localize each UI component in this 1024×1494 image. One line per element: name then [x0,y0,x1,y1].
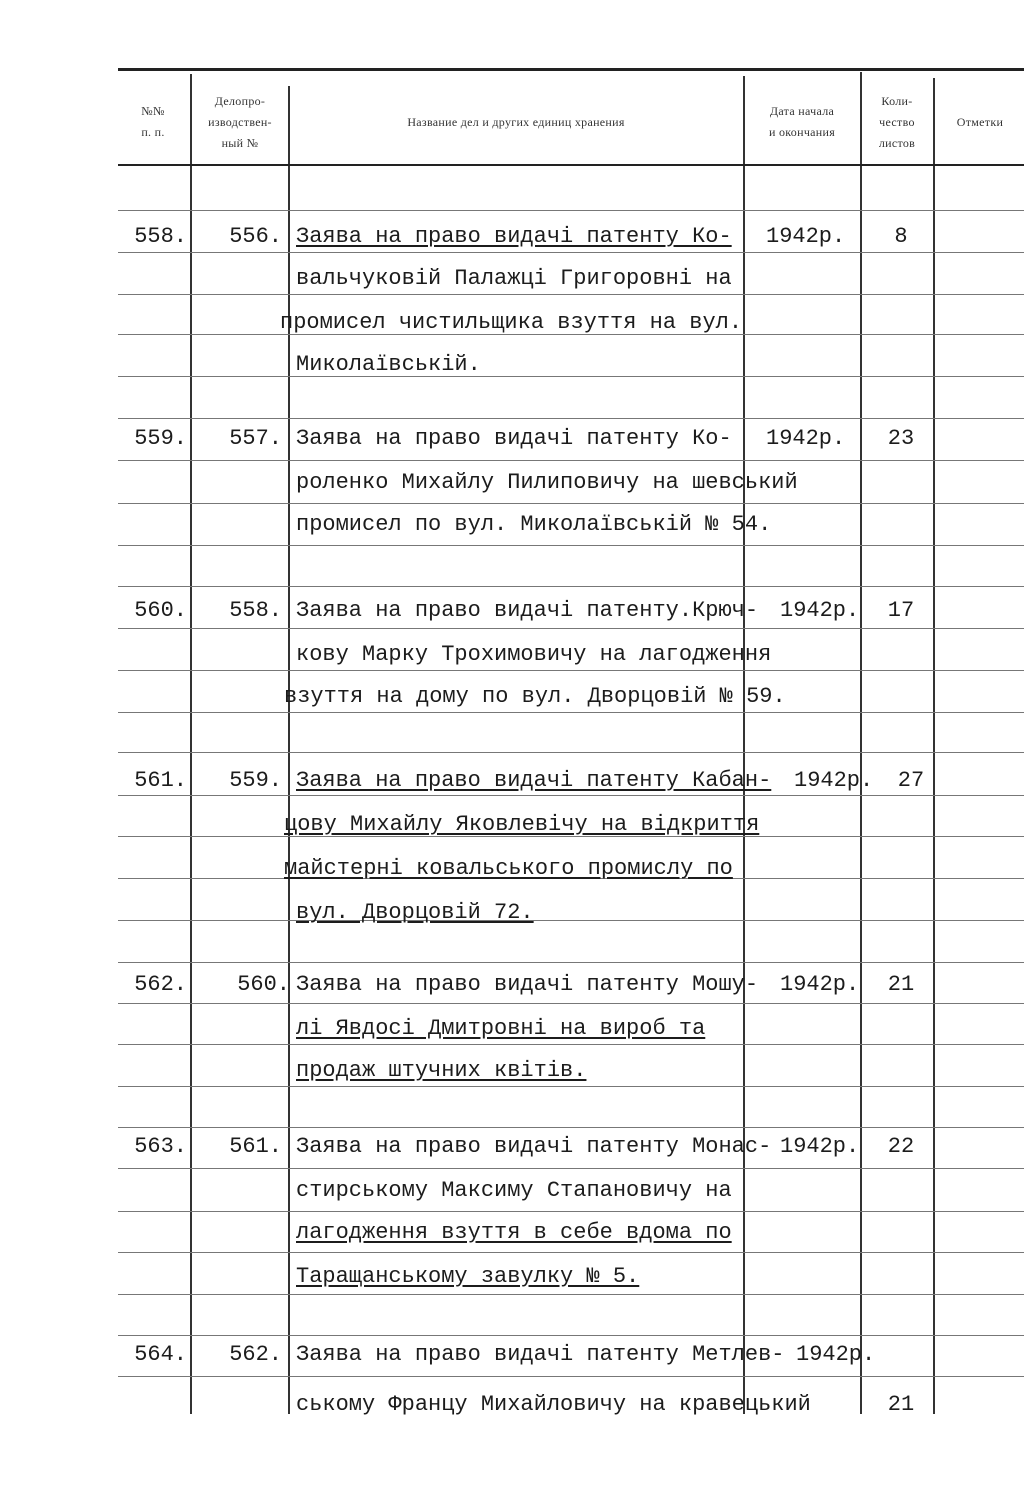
column-rule [743,76,745,1414]
entry-title-line: Заява на право видачі патенту Монас- [296,1134,772,1159]
header-bottom-rule [118,164,1024,166]
row-rule [118,210,1024,211]
entry-sheet-count: 17 [887,598,915,623]
entry-title-line: Заява на право видачі патенту Кабан- [296,768,772,793]
row-rule [118,1168,1024,1169]
row-rule [118,1335,1024,1336]
row-rule [118,920,1024,921]
entry-number: 561. [134,768,187,793]
entry-date: 1942р. [780,598,860,623]
row-rule [118,545,1024,546]
entry-title-line: Заява на право видачі патенту Метлев- [296,1342,785,1367]
case-number: 561. [229,1134,282,1159]
entry-sheet-count: 27 [897,768,925,793]
case-number: 562. [229,1342,282,1367]
entry-sheet-count: 23 [887,426,915,451]
entry-title-line: роленко Михайлу Пилиповичу на шевський [296,470,798,495]
case-number: 556. [229,224,282,249]
row-rule [118,1127,1024,1128]
entry-title-line: продаж штучних квітів. [296,1058,587,1083]
entry-title-line: взуття на дому по вул. Дворцовій № 59. [284,684,786,709]
entry-title-line: вул. Дворцовій 72. [296,900,534,925]
header-title-column: Название дел и других единиц хранения [407,114,625,129]
entry-number: 559. [134,426,187,451]
entry-date: 1942р. [780,972,860,997]
header-number-column: №№ п. п. [141,104,165,139]
row-rule [118,503,1024,504]
entry-title-line: лі Явдосі Дмитровні на вироб та [296,1016,706,1041]
entry-date: 1942р. [766,224,846,249]
row-rule [118,962,1024,963]
row-rule [118,418,1024,419]
case-number: 559. [229,768,282,793]
entry-date: 1942р. [794,768,874,793]
row-rule [118,376,1024,377]
row-rule [118,795,1024,796]
column-rule [860,72,862,1414]
row-rule [118,1044,1024,1045]
row-rule [118,1086,1024,1087]
row-rule [118,1252,1024,1253]
column-rule [933,78,935,1414]
entry-sheet-count: 8 [894,224,908,249]
entry-title-line: Миколаївській. [296,352,481,377]
entry-title-line: промисел чистильщика взуття на вул. [280,310,743,335]
entry-title-line: Заява на право видачі патенту.Крюч- [296,598,759,623]
entry-sheet-count: 22 [887,1134,915,1159]
entry-title-line: кову Марку Трохимовичу на лагодження [296,642,772,667]
row-rule [118,460,1024,461]
entry-sheet-count: 21 [887,1392,915,1417]
entry-title-line: Заява на право видачі патенту Ко- [296,224,732,249]
row-rule [118,586,1024,587]
row-rule [118,252,1024,253]
entry-number: 560. [134,598,187,623]
column-rule [288,86,290,1414]
header-sheet-count-column: Коли- чество листов [878,93,916,150]
entry-number: 558. [134,224,187,249]
case-number: 558. [229,598,282,623]
entry-date: 1942р. [766,426,846,451]
entry-title-line: стирському Максиму Стапановичу на [296,1178,732,1203]
row-rule [118,1376,1024,1377]
header-notes-column: Отметки [956,114,1004,129]
row-rule [118,294,1024,295]
case-number: 560. [237,972,290,997]
row-rule [118,1211,1024,1212]
row-rule [118,670,1024,671]
entry-title-line: майстерні ковальського промислу по [284,856,733,881]
row-rule [118,1294,1024,1295]
entry-number: 564. [134,1342,187,1367]
entry-date: 1942р. [796,1342,876,1367]
row-rule [118,1003,1024,1004]
header-dates-column: Дата начала и окончания [768,104,836,139]
row-rule [118,628,1024,629]
row-rule [118,712,1024,713]
entry-sheet-count: 21 [887,972,915,997]
table-top-rule [118,68,1024,71]
entry-number: 563. [134,1134,187,1159]
case-number: 557. [229,426,282,451]
entry-date: 1942р. [780,1134,860,1159]
entry-title-line: Заява на право видачі патенту Мошу- [296,972,759,997]
entry-title-line: Заява на право видачі патенту Ко- [296,426,732,451]
header-case-number-column: Делопро- изводствен- ный № [208,93,272,150]
row-rule [118,752,1024,753]
entry-title-line: ському Францу Михайловичу на кравецький [296,1392,811,1417]
entry-title-line: Таращанському завулку № 5. [296,1264,640,1289]
entry-title-line: промисел по вул. Миколаївській № 54. [296,512,772,537]
entry-title-line: лагодження взуття в себе вдома по [296,1220,732,1245]
column-rule [190,74,192,1414]
entry-title-line: вальчуковій Палажці Григоровні на [296,266,732,291]
entry-title-line: цову Михайлу Яковлевічу на відкриття [284,812,760,837]
entry-number: 562. [134,972,187,997]
